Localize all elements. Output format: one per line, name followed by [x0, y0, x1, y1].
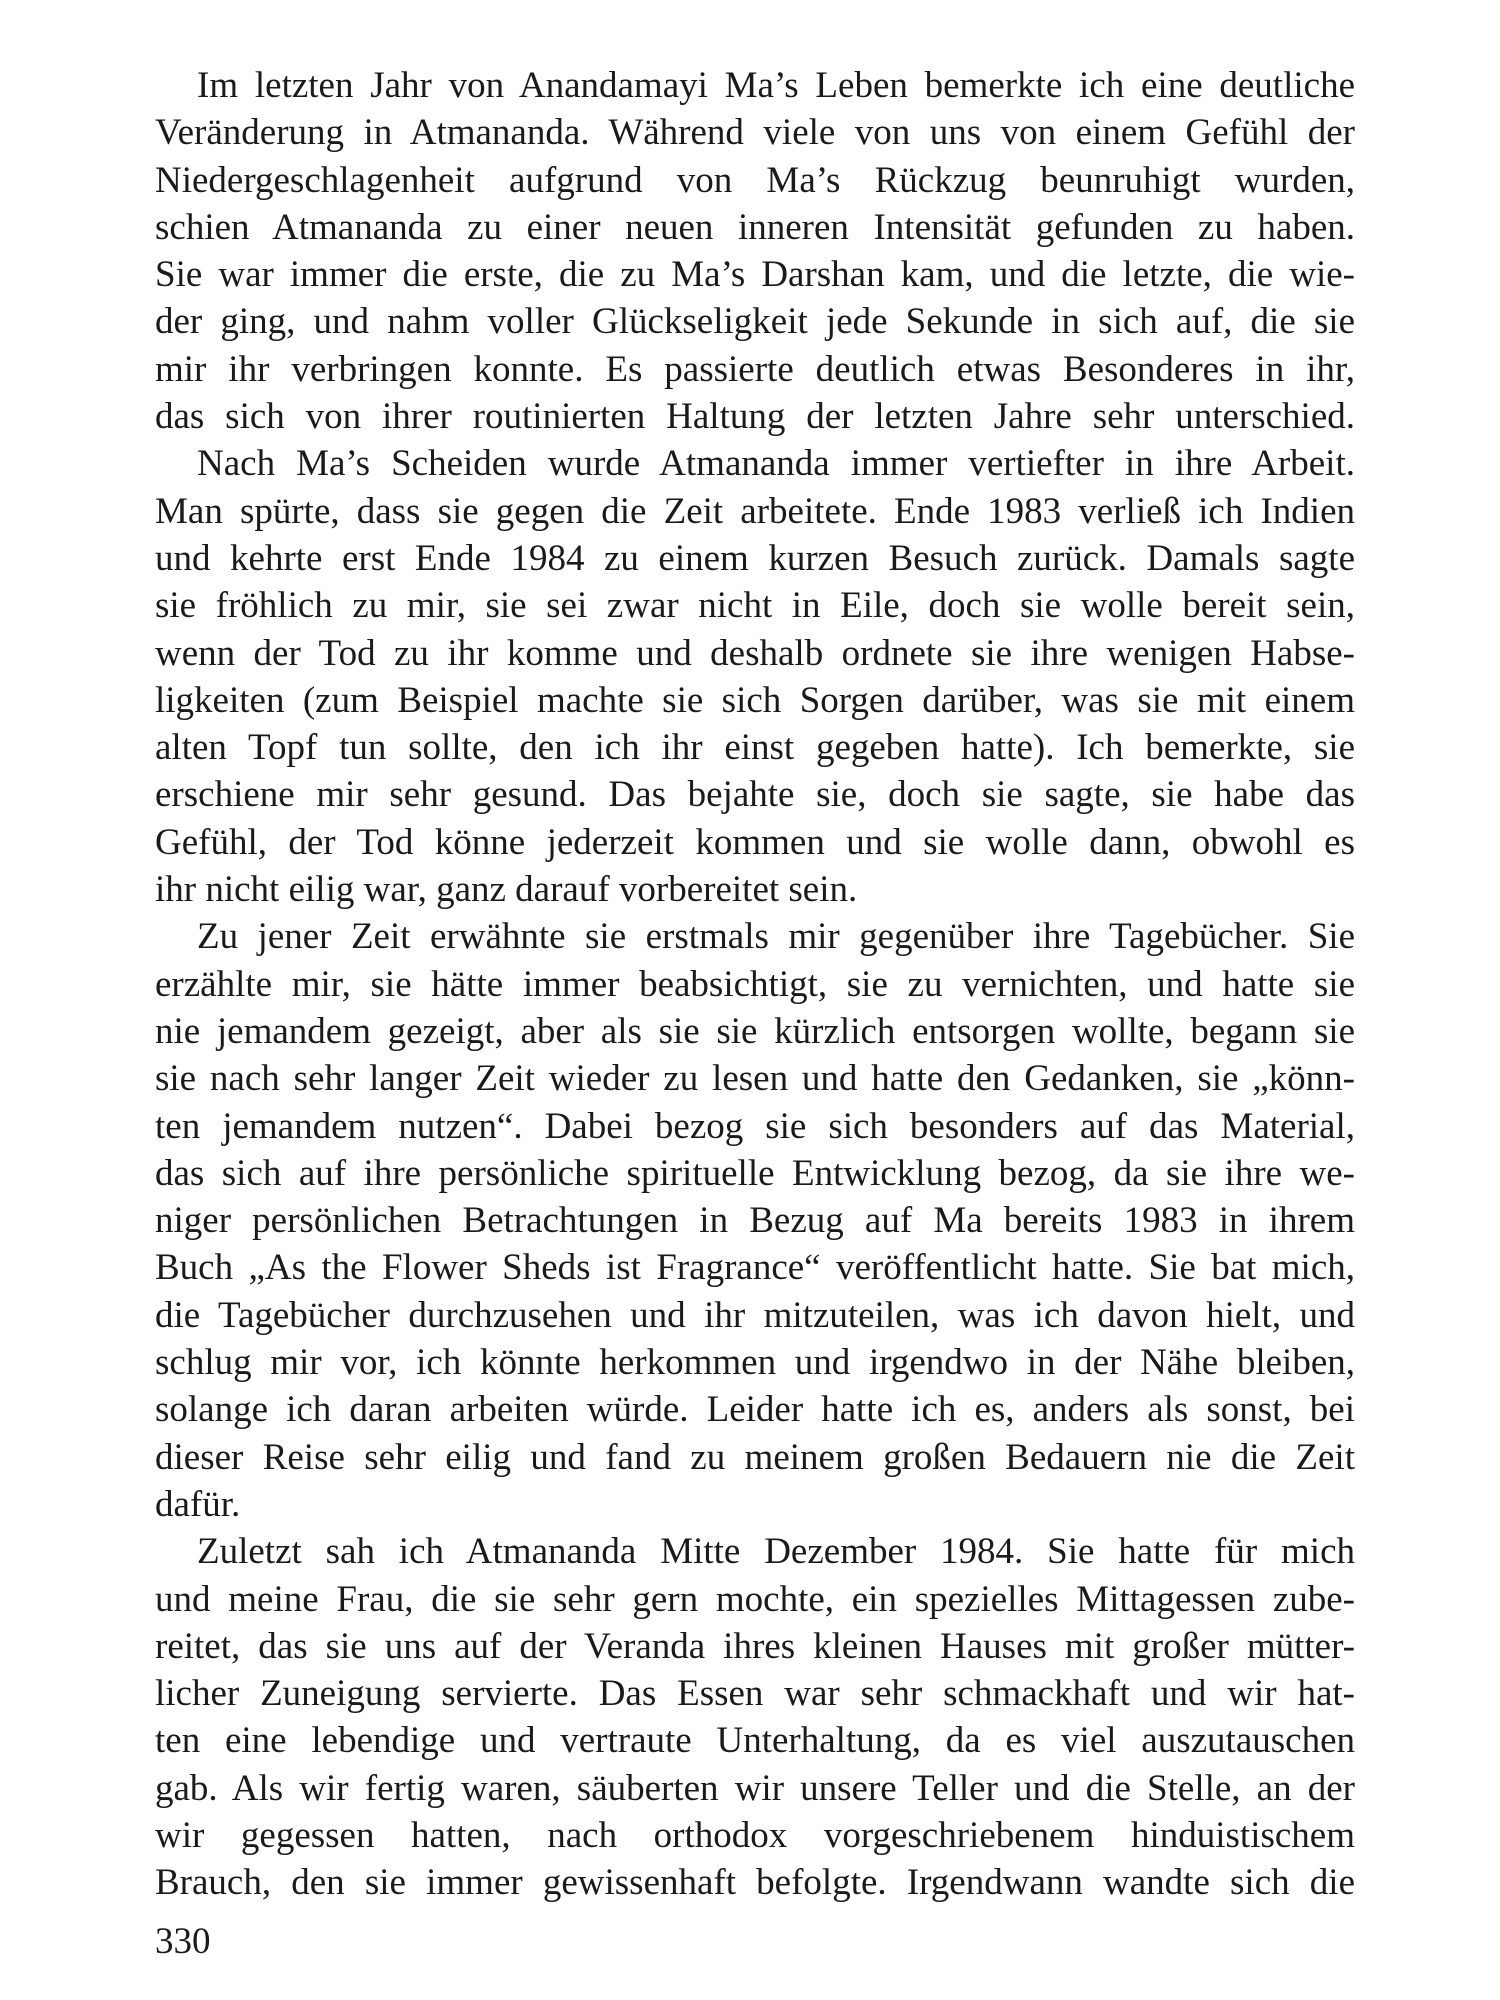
- text-line: wenn der Tod zu ihr komme und deshalb ordnete sie ihre wenigen Habse-: [155, 632, 1355, 674]
- text-line: Zuletzt sah ich Atmananda Mitte Dezember 1984. Sie hatte für mich: [197, 1531, 1355, 1573]
- text-line: erzählte mir, sie hätte immer beabsichtigt, sie zu vernichten, und hatte sie: [155, 963, 1355, 1005]
- text-line: schien Atmananda zu einer neuen inneren Intensität gefunden zu haben.: [155, 206, 1355, 248]
- paragraph-3: [155, 913, 1355, 1528]
- paragraph-2: [155, 440, 1355, 913]
- text-line: Brauch, den sie immer gewissenhaft befolgte. Irgendwann wandte sich die: [155, 1862, 1355, 1904]
- text-line: schlug mir vor, ich könnte herkommen und irgendwo in der Nähe bleiben,: [155, 1342, 1355, 1384]
- paragraph-1: [155, 62, 1355, 440]
- text-line: der ging, und nahm voller Glückseligkeit jede Sekunde in sich auf, die sie: [155, 301, 1355, 343]
- text-line: wir gegessen hatten, nach orthodox vorgeschriebenem hinduistischem: [155, 1814, 1355, 1856]
- paragraph-4: [155, 1528, 1355, 1906]
- text-line: nie jemandem gezeigt, aber als sie sie kürzlich entsorgen wollte, begann sie: [155, 1010, 1355, 1052]
- text-line: dieser Reise sehr eilig und fand zu meinem großen Bedauern nie die Zeit: [155, 1436, 1355, 1478]
- text-line: mir ihr verbringen konnte. Es passierte deutlich etwas Besonderes in ihr,: [155, 348, 1355, 390]
- text-line: und kehrte erst Ende 1984 zu einem kurzen Besuch zurück. Damals sagte: [155, 537, 1355, 579]
- text-line: Zu jener Zeit erwähnte sie erstmals mir gegenüber ihre Tagebücher. Sie: [197, 916, 1355, 958]
- text-line: dafür.: [155, 1483, 241, 1525]
- text-line: Nach Ma’s Scheiden wurde Atmananda immer vertiefter in ihre Arbeit.: [197, 443, 1355, 485]
- text-line: das sich auf ihre persönliche spirituelle Entwicklung bezog, da sie ihre we-: [155, 1152, 1355, 1194]
- text-line: die Tagebücher durchzusehen und ihr mitzuteilen, was ich davon hielt, und: [155, 1294, 1355, 1336]
- text-line: ihr nicht eilig war, ganz darauf vorbereitet sein.: [155, 869, 858, 911]
- text-line: ten eine lebendige und vertraute Unterhaltung, da es viel auszutauschen: [155, 1720, 1355, 1762]
- text-line: sie nach sehr langer Zeit wieder zu lesen und hatte den Gedanken, sie „könn-: [155, 1058, 1355, 1100]
- text-line: gab. Als wir fertig waren, säuberten wir unsere Teller und die Stelle, an der: [155, 1767, 1355, 1809]
- text-line: Buch „As the Flower Sheds ist Fragrance“ veröffentlicht hatte. Sie bat mich,: [155, 1247, 1355, 1289]
- text-line: niger persönlichen Betrachtungen in Bezug auf Ma bereits 1983 in ihrem: [155, 1200, 1355, 1242]
- text-line: ten jemandem nutzen“. Dabei bezog sie sich besonders auf das Material,: [155, 1105, 1355, 1147]
- text-line: Sie war immer die erste, die zu Ma’s Darshan kam, und die letzte, die wie-: [155, 254, 1355, 296]
- text-line: ligkeiten (zum Beispiel machte sie sich Sorgen darüber, was sie mit einem: [155, 679, 1355, 721]
- text-line: und meine Frau, die sie sehr gern mochte, ein spezielles Mittagessen zube-: [155, 1578, 1355, 1620]
- body-text: [155, 62, 1355, 1907]
- text-line: Man spürte, dass sie gegen die Zeit arbeitete. Ende 1983 verließ ich Indien: [155, 490, 1355, 532]
- text-line: alten Topf tun sollte, den ich ihr einst gegeben hatte). Ich bemerkte, sie: [155, 727, 1355, 769]
- text-line: Veränderung in Atmananda. Während viele von uns von einem Gefühl der: [155, 112, 1355, 154]
- page-number: 330: [155, 1921, 211, 1962]
- text-line: Gefühl, der Tod könne jederzeit kommen und sie wolle dann, obwohl es: [155, 821, 1355, 863]
- text-line: erschiene mir sehr gesund. Das bejahte sie, doch sie sagte, sie habe das: [155, 774, 1355, 816]
- text-line: sie fröhlich zu mir, sie sei zwar nicht in Eile, doch sie wolle bereit sein,: [155, 585, 1355, 627]
- text-line: licher Zuneigung servierte. Das Essen war sehr schmackhaft und wir hat-: [155, 1673, 1355, 1715]
- text-line: Niedergeschlagenheit aufgrund von Ma’s Rückzug beunruhigt wurden,: [155, 159, 1355, 201]
- text-line: solange ich daran arbeiten würde. Leider hatte ich es, anders als sonst, bei: [155, 1389, 1355, 1431]
- text-line: Im letzten Jahr von Anandamayi Ma’s Leben bemerkte ich eine deutliche: [197, 65, 1355, 106]
- text-line: reitet, das sie uns auf der Veranda ihres kleinen Hauses mit großer mütter-: [155, 1625, 1355, 1667]
- text-line: das sich von ihrer routinierten Haltung der letzten Jahre sehr unterschied.: [155, 396, 1355, 438]
